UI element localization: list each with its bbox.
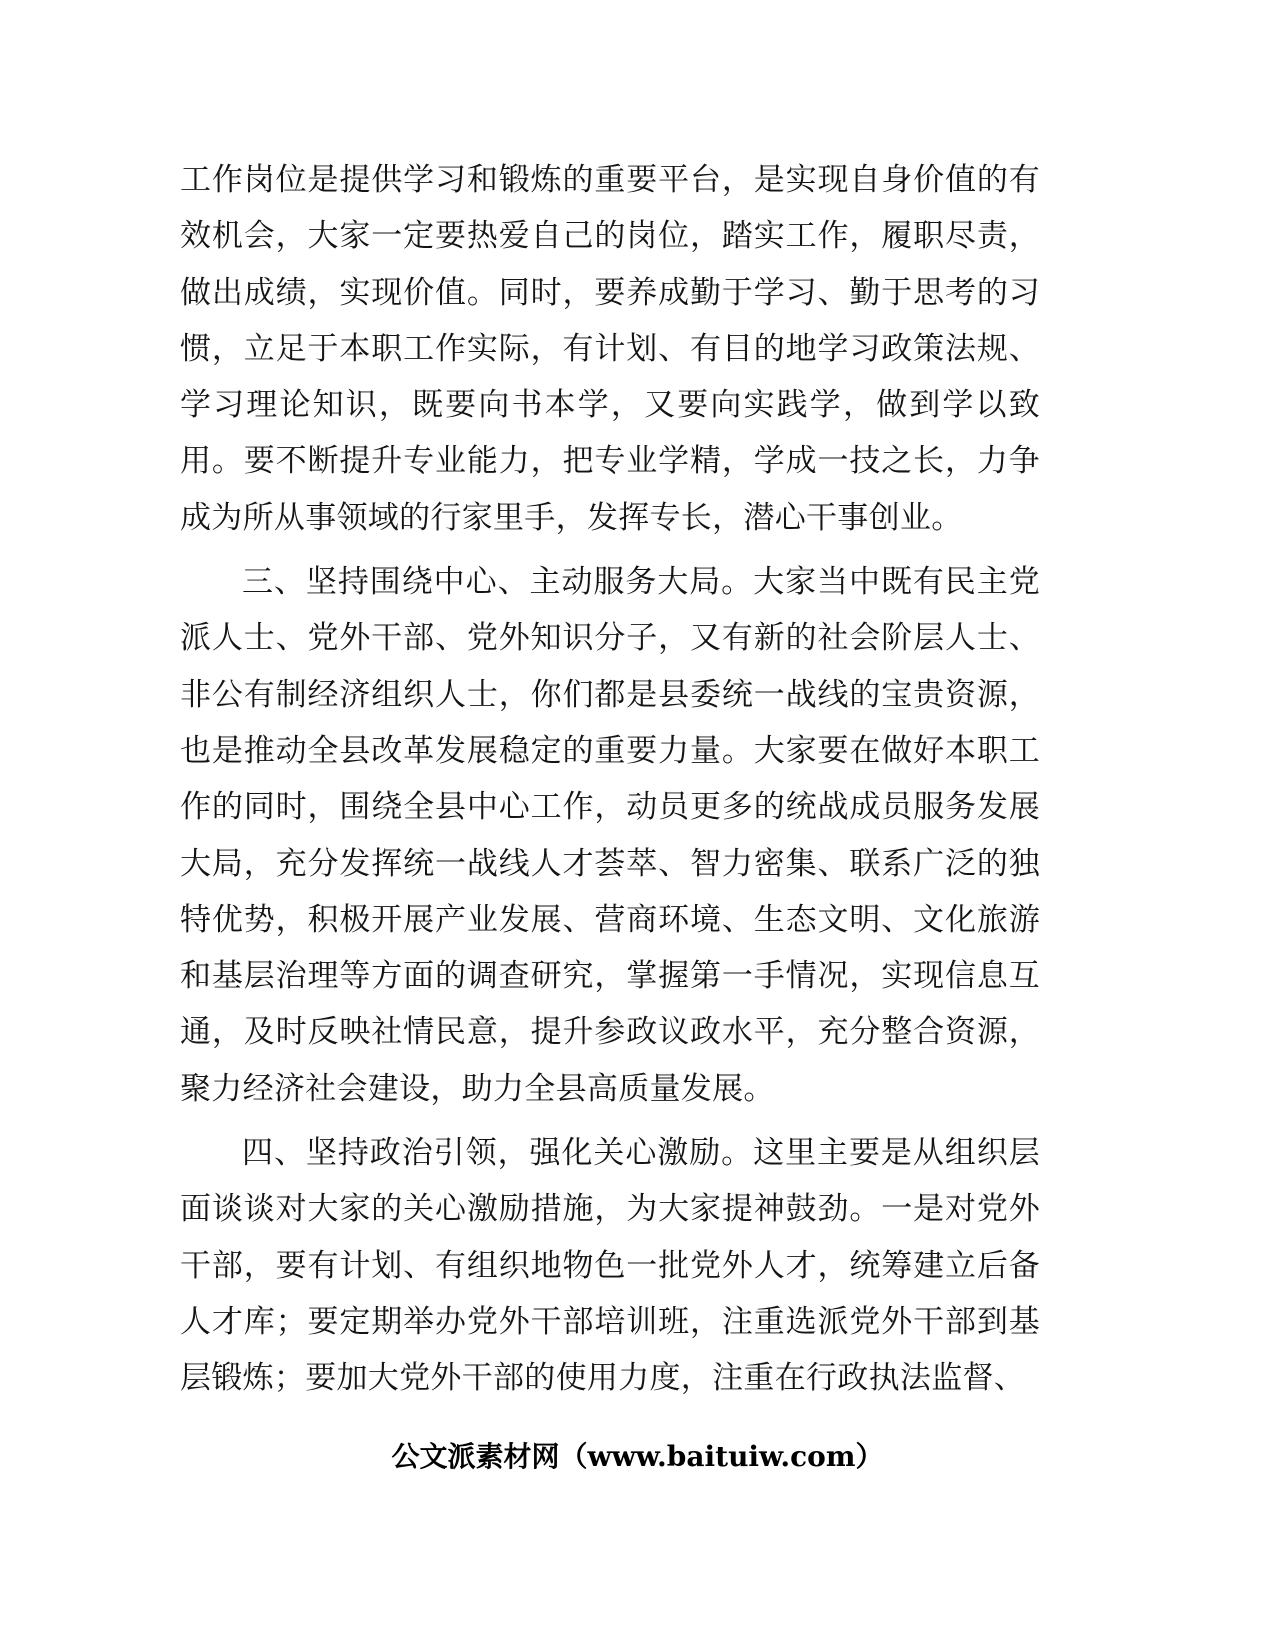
document-body [180,152,1040,1407]
paragraph-continuation: 工作岗位是提供学习和锻炼的重要平台，是实现自身价值的有效机会，大家一定要热爱自己的岗位，踏实工作，履职尽责，做出成绩，实现价值。同时，要养成勤于学习、勤于思考的习惯，立足于本职工作实际，有计划、有目的地学习政策法规、学习理论知识，既要向书本学，又要向实践学，做到学以致用。要不断提升专业能力，把专业学精，学成一技之长，力争成为所从事领域的行家里手，发挥专长，潜心干事创业。 [180,162,1040,536]
paragraph-section-four: 四、坚持政治引领，强化关心激励。这里主要是从组织层面谈谈对大家的关心激励措施，为大家提神鼓劲。一是对党外干部，要有计划、有组织地物色一批党外人才，统筹建立后备人才库；要定期举办党外干部培训班，注重选派党外干部到基层锻炼；要加大党外干部的使用力度，注重在行政执法监督、 [180,1135,1040,1397]
paragraph-section-three: 三、坚持围绕中心、主动服务大局。大家当中既有民主党派人士、党外干部、党外知识分子，又有新的社会阶层人士、非公有制经济组织人士，你们都是县委统一战线的宝贵资源，也是推动全县改革发展稳定的重要力量。大家要在做好本职工作的同时，围绕全县中心工作，动员更多的统战成员服务发展大局，充分发挥统一战线人才荟萃、智力密集、联系广泛的独特优势，积极开展产业发展、营商环境、生态文明、文化旅游和基层治理等方面的调查研究，掌握第一手情况，实现信息互通，及时反映社情民意，提升参政议政水平，充分整合资源，聚力经济社会建设，助力全县高质量发展。 [180,564,1040,1107]
page-footer-source: 公文派素材网（www.baituiw.com） [391,1440,884,1473]
